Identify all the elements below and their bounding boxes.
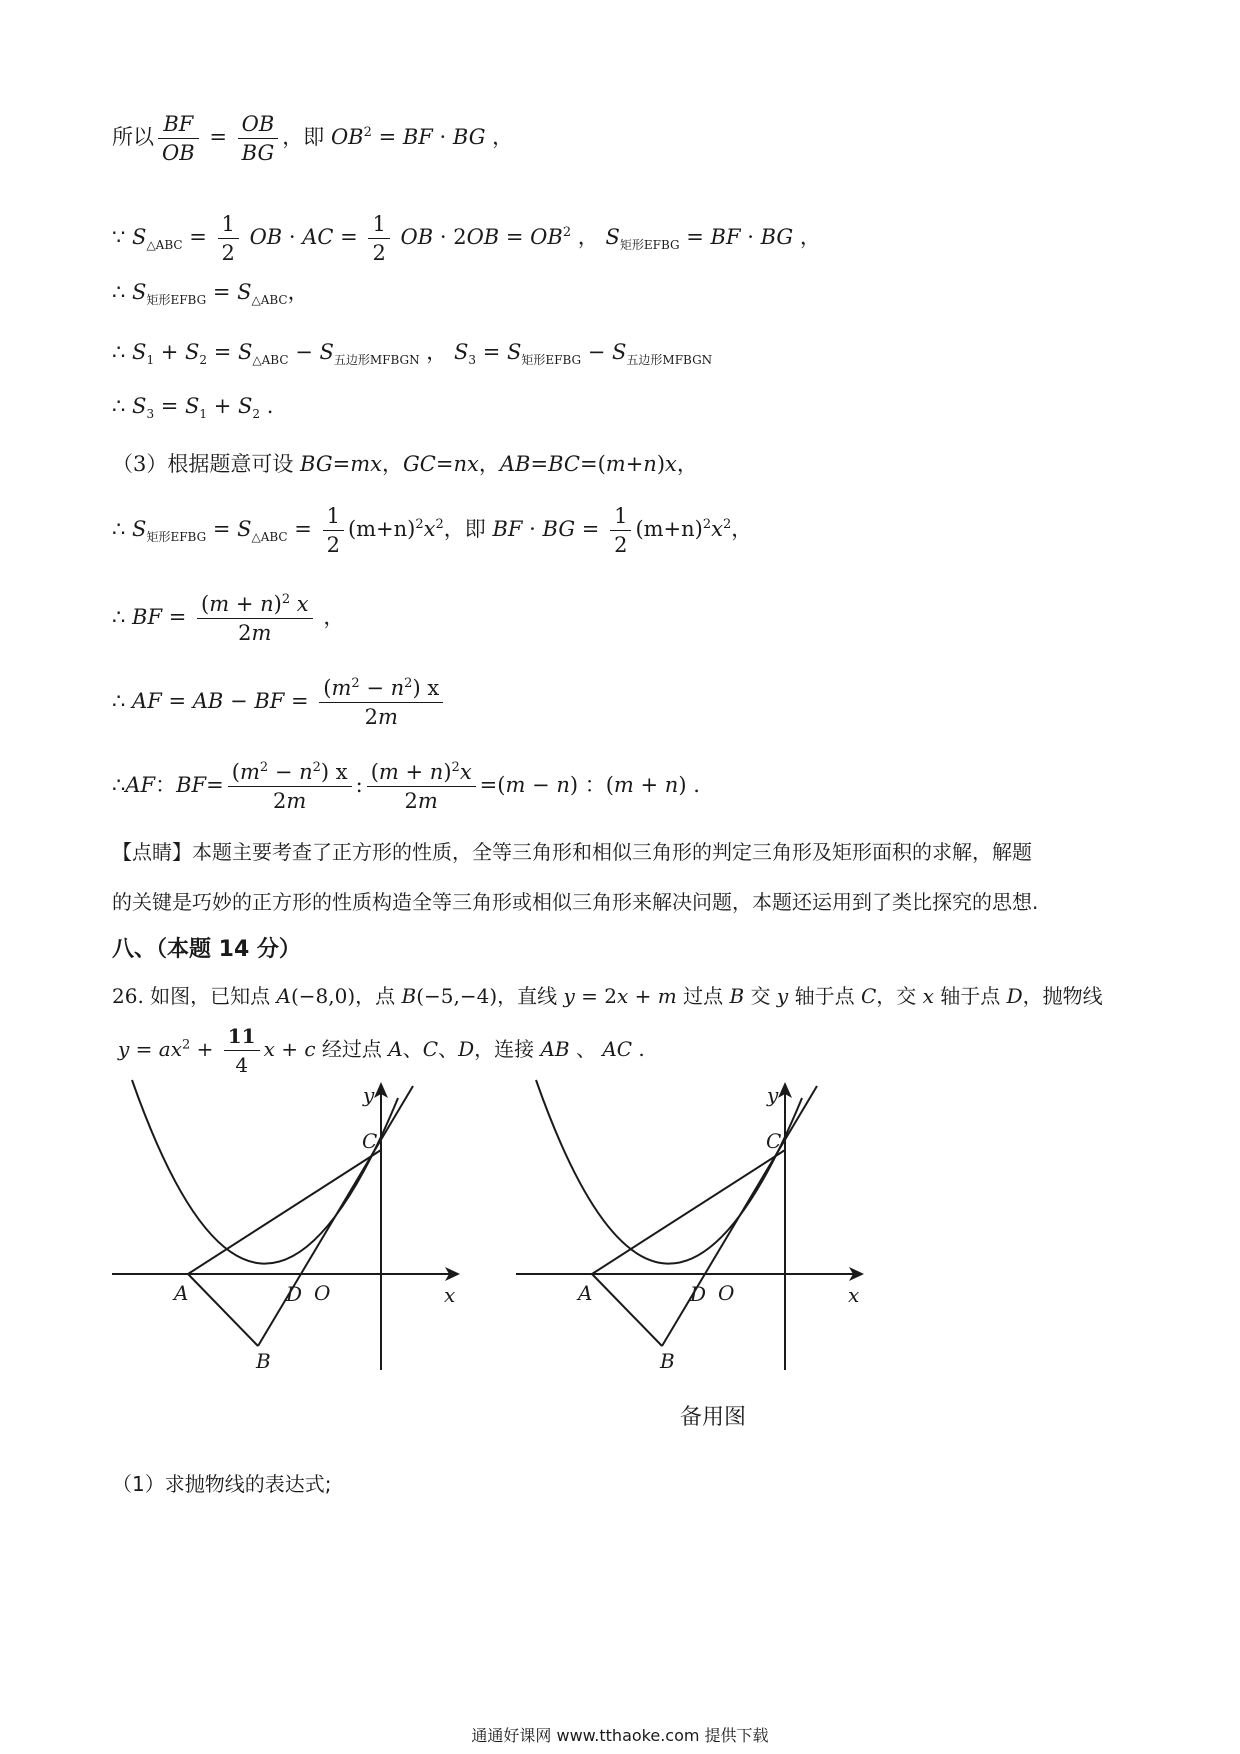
comment-line-2: 的关键是巧妙的正方形的性质构造全等三角形或相似三角形来解决问题，本题还运用到了类比探究的思想. (112, 890, 1039, 914)
proof-line-8: ∴ BF = $\frac{(m + n)^2 x}{2m}$ ， (112, 592, 345, 645)
label-D: D (690, 1282, 707, 1306)
proof-line-1: 所以 $\frac{BF}{OB}$ = $\frac{OB}{BG}$ ，即 $OB^2$ = BF · BG ， (112, 112, 514, 165)
label-O: O (314, 1281, 331, 1305)
label-O: O (718, 1281, 735, 1305)
label-B: B (256, 1349, 271, 1373)
line-AB (592, 1274, 662, 1346)
comment-line-1: 【点睛】本题主要考查了正方形的性质，全等三角形和相似三角形的判定三角形及矩形面积的求解，解题 (112, 840, 1032, 864)
label-y: y (767, 1083, 779, 1107)
line-AB (188, 1274, 258, 1346)
figure-caption: 备用图 (680, 1405, 747, 1430)
line-BC (258, 1086, 413, 1346)
label-B: B (660, 1349, 675, 1373)
page-footer: 通通好课网 www.tthaoke.com 提供下载 (471, 1726, 769, 1745)
line-BC (662, 1086, 817, 1346)
proof-line-3: ∴ $S_{矩形EFBG} = S_{\triangle ABC}$， (112, 280, 309, 308)
proof-line-6: （3）根据题意可设 BG=mx，GC=nx，AB=BC=(m+n)x， (112, 452, 698, 476)
proof-line-9: ∴ AF = AB − BF = $\frac{(m^2 - n^2) x}{2m}$ (112, 676, 447, 729)
parabola (132, 1080, 398, 1264)
line-AC (188, 1150, 381, 1274)
label-x: x (848, 1283, 860, 1307)
label-y: y (363, 1083, 375, 1107)
label-x: x (444, 1283, 456, 1307)
parabola-figure-1 (108, 1078, 468, 1388)
parabola-figure-2 (512, 1078, 872, 1388)
proof-line-5: ∴ $S_3 = S_1 + S_2$ . (112, 394, 274, 422)
question-1: （1）求抛物线的表达式; (112, 1472, 332, 1496)
proof-line-10: ∴AF：BF= $\frac{(m^2 - n^2) x}{2m}$ : $\frac{(m + n)^2x}{2m}$ =(m − n) ：(m + n) . (112, 760, 700, 813)
section-heading: 八、（本题 14 分） (112, 937, 301, 962)
line-AC (592, 1150, 785, 1274)
label-D: D (286, 1282, 303, 1306)
label-C: C (766, 1129, 782, 1153)
proof-line-4: ∴ $S_1 + S_2 = S_{\triangle ABC} - S_{五边形MFBGN}$ ， $S_3 = S_{矩形EFBG} - S_{五边形MFBGN}$ (112, 340, 713, 368)
proof-line-7: ∴ $S_{矩形EFBG} = S_{\triangle ABC}$ = $\frac{1}{2}$ $(m+n)^2x^2$，即 BF · BG = $\frac{1}{2}$ $(m+n)^2x^2$， (112, 504, 753, 557)
problem-line-2: $y = ax^2$ + $\frac{11}{4}$ x + c 经过点 A、C、D，连接 AB 、 AC . (118, 1024, 645, 1077)
label-C: C (362, 1129, 378, 1153)
label-A: A (578, 1281, 593, 1305)
proof-line-2: ∵ $S_{\triangle ABC}$ = $\frac{1}{2}$ OB · AC = $\frac{1}{2}$ OB · $2OB = OB^2$ ， $S_{矩形EFBG}$ = BF · BG ， (112, 212, 821, 265)
problem-line-1: 26. 如图，已知点 A(−8,0)，点 B(−5,−4)，直线 y = 2x + m 过点 B 交 y 轴于点 C，交 x 轴于点 D，抛物线 (112, 984, 1103, 1008)
label-A: A (174, 1281, 189, 1305)
parabola (536, 1080, 802, 1264)
